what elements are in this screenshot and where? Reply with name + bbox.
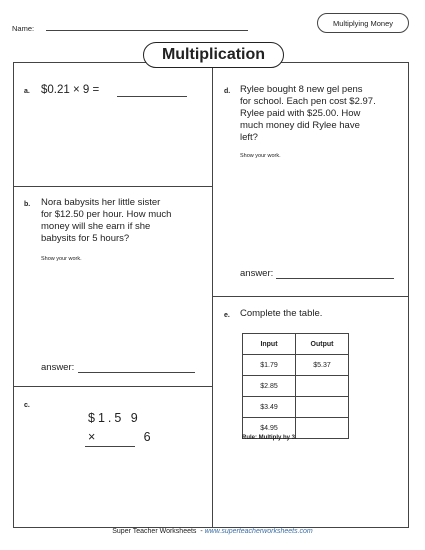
input-output-table — [242, 333, 349, 439]
problem-c-top-number: $1.5 9 — [88, 411, 141, 425]
problem-d-line: Rylee paid with $25.00. How — [240, 108, 361, 119]
problem-b-letter: b. — [24, 201, 31, 208]
problem-d-letter: d. — [224, 88, 231, 95]
footer-url-link[interactable]: www.superteacherworksheets.com — [204, 528, 313, 535]
problem-c-answer-rule — [85, 446, 135, 447]
problem-a-text: $0.21 × 9 = — [41, 84, 100, 96]
divider-d-e — [212, 296, 409, 297]
table-row — [243, 397, 349, 418]
problem-c-multiplier: × 6 — [88, 430, 154, 444]
problem-b-text — [41, 197, 171, 245]
problem-d-line: for school. Each pen cost $2.97. — [240, 96, 376, 107]
table-cell-input: $3.49 — [243, 397, 296, 418]
table-header-row — [243, 334, 349, 355]
table-header-input: Input — [243, 334, 296, 355]
problem-e-text: Complete the table. — [240, 308, 323, 319]
page-title: Multiplication — [143, 42, 284, 68]
problem-d-answer-line[interactable] — [276, 278, 394, 279]
table-cell-output: $5.37 — [296, 355, 349, 376]
problem-b-answer-line[interactable] — [78, 372, 195, 373]
topic-badge: Multiplying Money — [317, 13, 409, 33]
table-cell-input: $2.85 — [243, 376, 296, 397]
table-row — [243, 355, 349, 376]
table-cell-output[interactable] — [296, 397, 349, 418]
problem-a-letter: a. — [24, 88, 30, 95]
problem-b-line: for $12.50 per hour. How much — [41, 209, 172, 220]
table-row — [243, 376, 349, 397]
problem-b-note: Show your work. — [41, 256, 82, 262]
problem-d-line: left? — [240, 132, 258, 143]
table-cell-input: $1.79 — [243, 355, 296, 376]
problem-b-line: Nora babysits her little sister — [41, 197, 161, 208]
table-rule-note: Rule: Multiply by 3. — [242, 435, 297, 441]
problem-d-text — [240, 84, 376, 144]
problem-a-answer-blank[interactable] — [117, 96, 187, 97]
problem-d-line: Rylee bought 8 new gel pens — [240, 84, 363, 95]
problem-c-letter: c. — [24, 402, 30, 409]
center-divider — [212, 62, 213, 528]
divider-a-b — [13, 186, 212, 187]
table-cell-output[interactable] — [296, 418, 349, 439]
name-line — [46, 30, 248, 31]
table-cell-input: $4.95 — [243, 418, 296, 439]
problem-d-note: Show your work. — [240, 153, 281, 159]
problem-b-line: babysits for 5 hours? — [41, 233, 130, 244]
name-label: Name: — [12, 24, 35, 33]
problem-b-answer-label: answer: — [41, 362, 75, 373]
divider-b-c — [13, 386, 212, 387]
footer-text: Super Teacher Worksheets - — [112, 528, 205, 535]
problem-e-letter: e. — [224, 312, 230, 319]
footer — [0, 528, 425, 535]
problem-d-line: much money did Rylee have — [240, 120, 360, 131]
table-cell-output[interactable] — [296, 376, 349, 397]
problem-b-line: money will she earn if she — [41, 221, 151, 232]
table-header-output: Output — [296, 334, 349, 355]
problem-d-answer-label: answer: — [240, 268, 274, 279]
